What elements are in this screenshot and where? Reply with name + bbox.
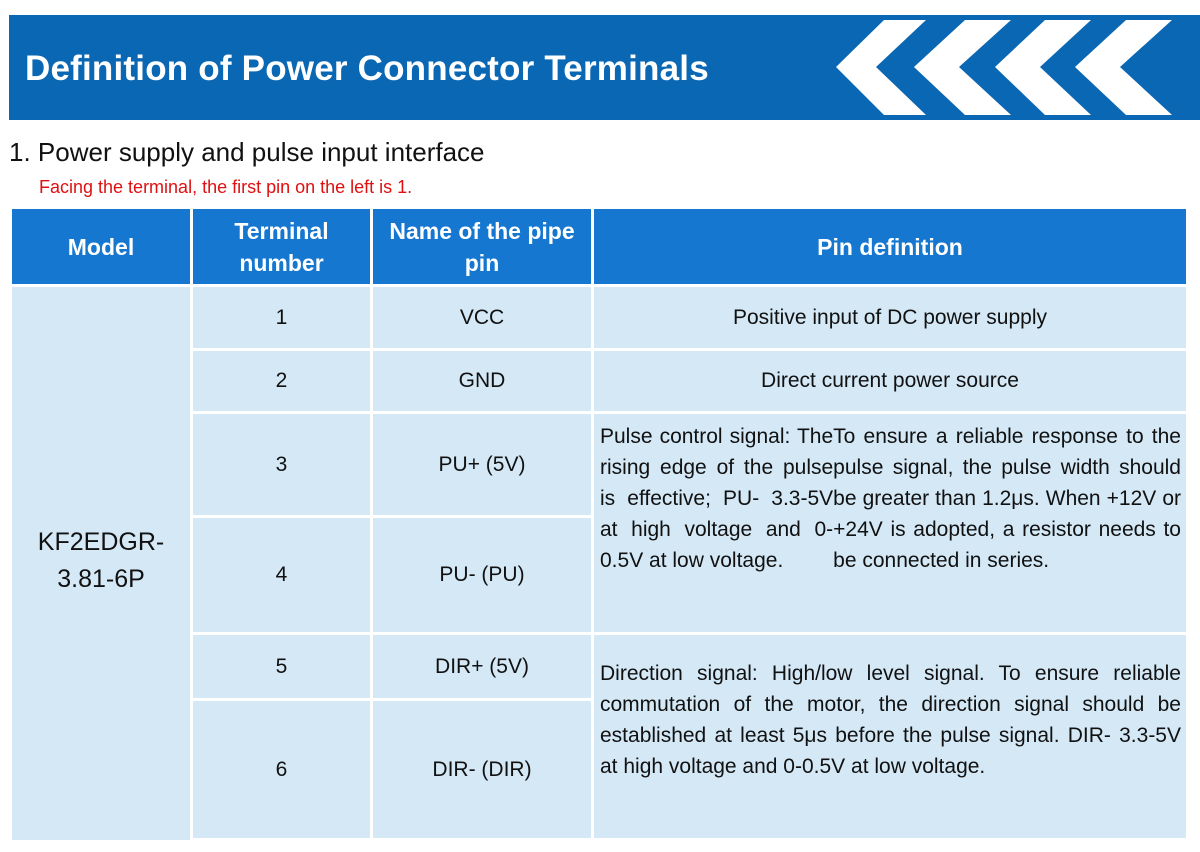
pin-name: VCC (459, 305, 505, 329)
header-pin-name (373, 209, 591, 284)
pin-name-cell (373, 701, 591, 838)
definition-direction-signal: Direction signal: High/low level signal. To ensure reliable commutation of the motor, the direction signal should be established at least 5μs before the pulse signal. DIR- 3.3-5V at high voltage and 0-0.5V at low voltage. (600, 662, 1181, 778)
header-pin-definition (594, 209, 1186, 284)
header-model (12, 209, 190, 284)
definition-cell-direction (594, 635, 1186, 838)
definition-vcc: Positive input of DC power supply (733, 305, 1047, 329)
terminal-number: 1 (275, 305, 288, 329)
definition-pulse-signal: Pulse control signal: The rising edge of the pulse is effective; PU- 3.3-5V at high voltage and 0-0.5V at low voltage. (600, 425, 834, 572)
terminal-number-cell (193, 635, 370, 698)
terminal-number-cell (193, 351, 370, 411)
header-model-label: Model (67, 233, 135, 260)
pin-name-cell (373, 518, 591, 632)
pin-name-cell (373, 414, 591, 515)
header-definition-label: Pin definition (817, 233, 963, 260)
terminal-number-cell (193, 287, 370, 348)
terminal-number: 5 (275, 654, 288, 678)
chevron-left-icon (836, 20, 926, 115)
pin-name-cell (373, 351, 591, 411)
definition-cell (594, 287, 1186, 348)
header-terminal-label-1: Terminal (234, 217, 329, 244)
page-title: Definition of Power Connector Terminals (25, 49, 709, 88)
pin-name-cell (373, 287, 591, 348)
pin-name-cell (373, 635, 591, 698)
pin-name: DIR+ (5V) (435, 654, 529, 678)
model-line-1: KF2EDGR- (37, 527, 165, 556)
section-title: 1. Power supply and pulse input interface (9, 137, 485, 167)
definition-cell-pulse (594, 414, 1186, 632)
terminal-number-cell (193, 414, 370, 515)
chevron-left-icon (1075, 20, 1172, 115)
terminal-number: 6 (275, 757, 288, 781)
terminal-number: 2 (275, 369, 288, 392)
terminal-number: 3 (275, 452, 288, 476)
pin-name: GND (458, 369, 506, 392)
model-line-2: 3.81-6P (57, 564, 145, 593)
title-banner (9, 15, 1200, 120)
pin-name: PU- (PU) (439, 563, 525, 586)
definition-pulse-width: To ensure a reliable response to the pulse signal, the pulse width should be greater than 1.2μs. When +12V or +24V is adopted, a resistor needs to be connected in series. (833, 425, 1181, 572)
header-terminal-label-2: number (239, 249, 324, 276)
terminal-number-cell (193, 701, 370, 838)
header-pin-name-label-2: pin (464, 249, 500, 276)
definition-cell (594, 351, 1186, 411)
definition-gnd: Direct current power source (761, 369, 1019, 392)
terminal-number: 4 (275, 563, 288, 586)
pin-name: PU+ (5V) (438, 452, 526, 476)
header-pin-name-label-1: Name of the pipe (389, 217, 575, 244)
chevron-arrows-icon (9, 15, 1200, 120)
model-cell (12, 287, 190, 840)
pin-orientation-note: Facing the terminal, the first pin on the left is 1. (39, 177, 413, 197)
pin-name: DIR- (DIR) (432, 757, 532, 781)
header-terminal-number (193, 209, 370, 284)
terminal-number-cell (193, 518, 370, 632)
